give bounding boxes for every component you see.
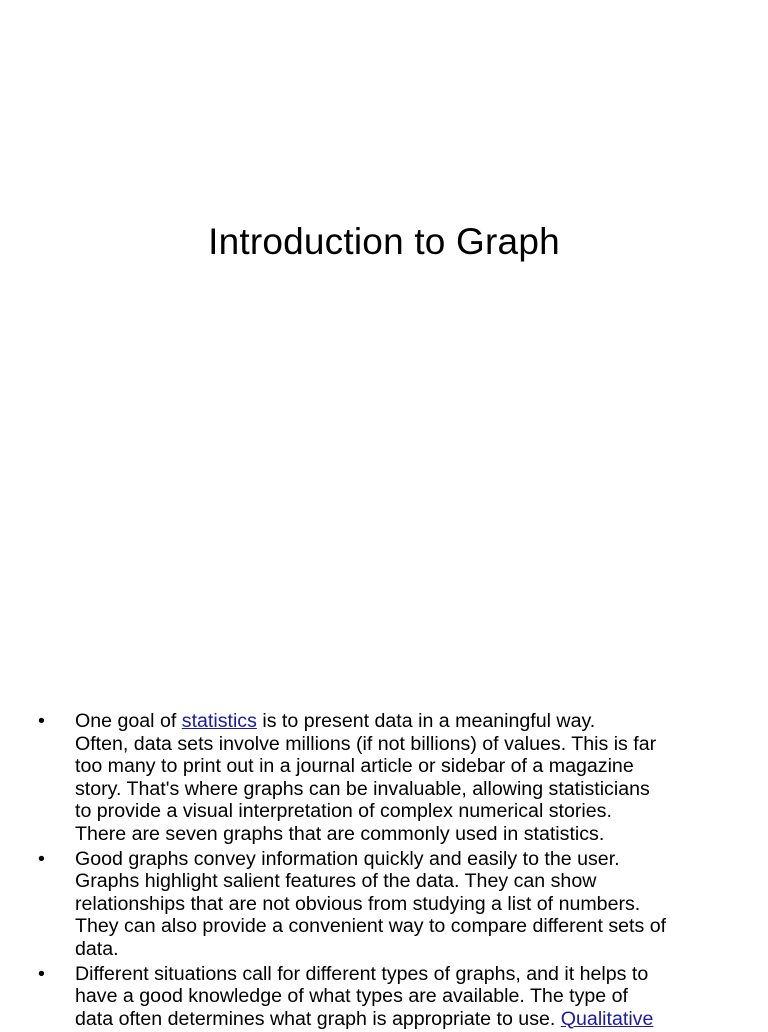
bullet-3-line-2: have a good knowledge of what types are available. The type of	[75, 985, 628, 1008]
bullet-2-line-1: Good graphs convey information quickly and easily to the user.	[75, 847, 620, 870]
bullet-dot-icon: •	[38, 962, 45, 985]
bullet-1-line-2: Often, data sets involve millions (if not billions) of values. This is far	[75, 732, 657, 755]
bullet-3-text-before-link: data often determines what graph is appropriate to use.	[75, 1007, 561, 1030]
bullet-item-3	[38, 963, 738, 1031]
bullet-item-2	[38, 848, 738, 961]
bullet-1-line-5: to provide a visual interpretation of complex numerical stories.	[75, 800, 612, 823]
bullet-dot-icon: •	[38, 847, 45, 870]
bullet-1-line-1	[75, 710, 738, 733]
statistics-link[interactable]: statistics	[181, 710, 257, 732]
bullet-item-1	[38, 710, 738, 846]
bullet-1-line-4: story. That's where graphs can be invaluable, allowing statisticians	[75, 777, 650, 800]
bullet-1-line-3: too many to print out in a journal article or sidebar of a magazine	[75, 755, 634, 778]
qualitative-link[interactable]: Qualitative	[560, 1007, 654, 1030]
bullet-2-line-2: Graphs highlight salient features of the data. They can show	[75, 870, 597, 893]
bullet-1-line-6: There are seven graphs that are commonly used in statistics.	[75, 822, 605, 845]
bullet-1-text-before-link: One goal of	[75, 710, 182, 732]
bullet-1-text-after-link: is to present data in a meaningful way.	[256, 710, 596, 732]
slide-title: Introduction to Graph	[208, 221, 560, 262]
bullet-list	[38, 710, 738, 1032]
bullet-dot-icon: •	[38, 710, 45, 732]
bullet-2-line-5: data.	[75, 937, 119, 960]
bullet-3-line-1: Different situations call for different types of graphs, and it helps to	[75, 962, 649, 985]
bullet-2-line-3: relationships that are not obvious from studying a list of numbers.	[75, 892, 641, 915]
bullet-3-line-3	[75, 1008, 738, 1031]
bullet-2-line-4: They can also provide a convenient way to compare different sets of	[75, 915, 667, 938]
slide-title-area	[0, 210, 768, 274]
